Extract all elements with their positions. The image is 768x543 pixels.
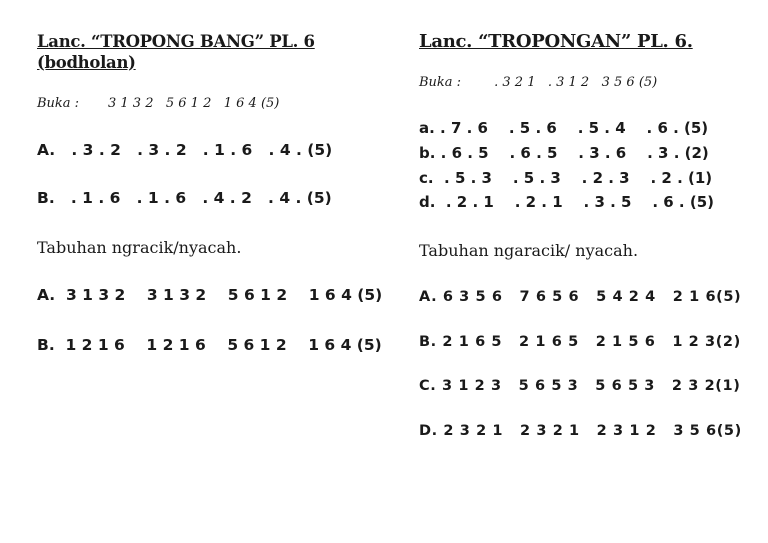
right-row-a: a. . 7 . 6 . 5 . 6 . 5 . 4 . 6 . (5): [419, 119, 709, 137]
left-tabuhan-heading: Tabuhan ngracik/nyacah.: [37, 238, 242, 257]
left-title: Lanc. “TROPONG BANG” PL. 6: [37, 32, 315, 51]
right-tabuhan-c: C. 3 1 2 3 5 6 5 3 5 6 5 3 2 3 2(1): [419, 378, 741, 394]
left-row-b: B. . 1 . 6 . 1 . 6 . 4 . 2 . 4 . (5): [37, 189, 332, 207]
right-row-b: b. . 6 . 5 . 6 . 5 . 3 . 6 . 3 . (2): [419, 144, 709, 162]
right-tabuhan-b: B. 2 1 6 5 2 1 6 5 2 1 5 6 1 2 3(2): [419, 334, 741, 350]
left-tabuhan-a: A. 3 1 3 2 3 1 3 2 5 6 1 2 1 6 4 (5): [37, 286, 383, 304]
right-title: Lanc. “TROPONGAN” PL. 6.: [419, 31, 693, 52]
right-row-c: c. . 5 . 3 . 5 . 3 . 2 . 3 . 2 . (1): [419, 169, 713, 187]
left-subtitle: (bodholan): [37, 53, 136, 72]
right-row-d: d. . 2 . 1 . 2 . 1 . 3 . 5 . 6 . (5): [419, 193, 715, 211]
right-tabuhan-d: D. 2 3 2 1 2 3 2 1 2 3 1 2 3 5 6(5): [419, 423, 742, 439]
right-buka: Buka : . 3 2 1 . 3 1 2 3 5 6 (5): [419, 75, 658, 90]
left-buka: Buka : 3 1 3 2 5 6 1 2 1 6 4 (5): [37, 96, 280, 111]
left-tabuhan-b: B. 1 2 1 6 1 2 1 6 5 6 1 2 1 6 4 (5): [37, 336, 382, 354]
left-row-a: A. . 3 . 2 . 3 . 2 . 1 . 6 . 4 . (5): [37, 141, 333, 159]
right-tabuhan-a: A. 6 3 5 6 7 6 5 6 5 4 2 4 2 1 6(5): [419, 289, 742, 305]
right-tabuhan-heading: Tabuhan ngaracik/ nyacah.: [419, 241, 639, 260]
